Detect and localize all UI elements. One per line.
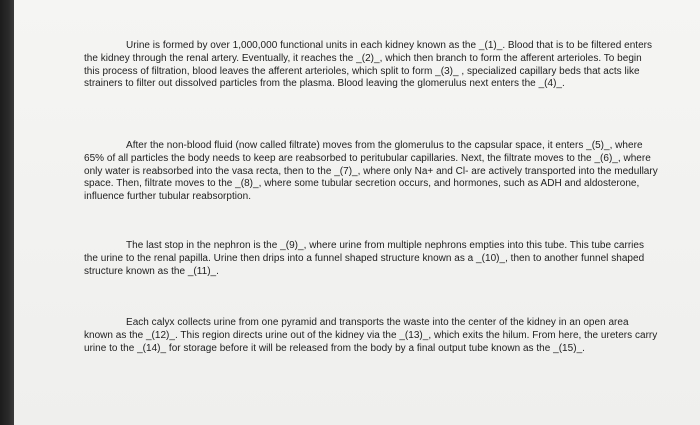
- dark-left-edge: [0, 0, 14, 425]
- paragraph-filtrate-path: After the non-blood fluid (now called filtrate) moves from the glomerulus to the capsular space, it enters _(5)_, where 65% of all particles the body needs to keep are reabsorbed to peritubular capillaries. Next, the filtrate moves to the _(6)_, where only water is reabsorbed into the vasa recta, then to the _(7)_, where only Na+ and Cl- are actively transported into the medullary space. Then, filtrate moves to the _(8)_, where some tubular secretion occurs, and hormones, such as ADH and aldosterone, influence further tubular reabsorption.: [84, 140, 658, 203]
- paragraph-urine-formation: Urine is formed by over 1,000,000 functional units in each kidney known as the _(1)_. Blood that is to be filtered enters the kidney through the renal artery. Eventually, it reaches the _(2)_, which then branch to form the afferent arterioles. To begin this process of filtration, blood leaves the afferent arterioles, which split to form _(3)_ , specialized capillary beds that acts like strainers to filter out dissolved particles from the plasma. Blood leaving the glomerulus next enters the _(4)_.: [84, 40, 653, 90]
- paragraph-collecting-duct: The last stop in the nephron is the _(9)_, where urine from multiple nephrons empties into this tube. This tube carries the urine to the renal papilla. Urine then drips into a funnel shaped structure known as a _(10)_, then to another funnel shaped structure known as the _(11)_.: [84, 240, 645, 277]
- document-page: [14, 0, 700, 425]
- paragraph-calyx-ureter: Each calyx collects urine from one pyramid and transports the waste into the center of the kidney in an open area known as the _(12)_. This region directs urine out of the kidney via the _(13)_, which exits the hilum. From here, the ureters carry urine to the _(14)_ for storage before it will be released from the body by a final output tube known as the _(15)_.: [84, 317, 658, 354]
